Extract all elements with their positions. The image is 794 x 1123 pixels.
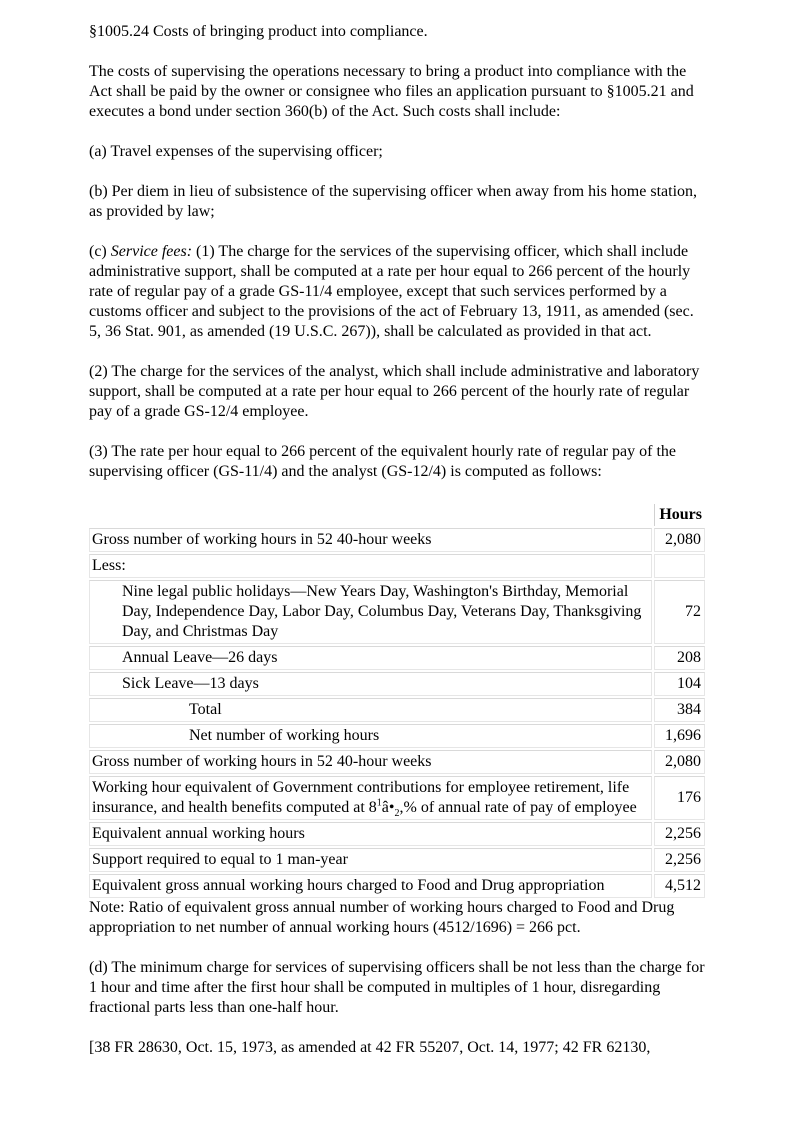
row-value: 1,696 (654, 724, 705, 748)
intro-paragraph: The costs of supervising the operations necessary to bring a product into compliance with the Act shall be paid by the owner or consignee who files an application pursuant to §1005.21 and executes a bond under section 360(b) of the Act. Such costs shall include: (89, 63, 694, 120)
table-row (89, 848, 705, 872)
paragraph-c1-text: (1) The charge for the services of the supervising officer, which shall include administrative support, shall be computed at a rate per hour equal to 266 percent of the hourly rate of regular pay of a grade GS-11/4 employee, except that such services performed by a customs officer and subject to the provisions of the act of February 13, 1911, as amended (sec. 5, 36 Stat. 901, as amended (19 U.S.C. 267)), shall be calculated as provided in that act. (89, 243, 694, 340)
table-row (89, 672, 705, 696)
paragraph-a: (a) Travel expenses of the supervising officer; (89, 143, 383, 160)
hours-column-header: Hours (654, 504, 705, 526)
paragraph-b: (b) Per diem in lieu of subsistence of the supervising officer when away from his home station, as provided by law; (89, 183, 698, 220)
row-value: 2,256 (654, 822, 705, 846)
table-row (89, 822, 705, 846)
table-header-row (89, 504, 705, 526)
row-label: Sick Leave—13 days (89, 672, 652, 696)
row-value-empty (654, 554, 705, 578)
row-label: Less: (89, 554, 652, 578)
row-label-part: ,% of annual rate of pay of employee (399, 799, 637, 816)
row-label: Annual Leave—26 days (89, 646, 652, 670)
row-value: 208 (654, 646, 705, 670)
table-row (89, 724, 705, 748)
row-label: Equivalent annual working hours (89, 822, 652, 846)
table-row (89, 646, 705, 670)
row-label: Support required to equal to 1 man-year (89, 848, 652, 872)
row-value: 176 (654, 776, 705, 820)
service-fees-term: Service fees: (110, 243, 193, 260)
paragraph-c3: (3) The rate per hour equal to 266 percent of the equivalent hourly rate of regular pay of the supervising officer (GS-11/4) and the analyst (GS-12/4) is computed as follows: (89, 443, 677, 480)
row-label-part: Working hour equivalent of Government contributions for employee retirement, life insurance, and health benefits computed at 8 (92, 779, 630, 816)
row-value: 4,512 (654, 874, 705, 898)
garbled-fraction-glyph: â• (381, 799, 395, 816)
ratio-note: Note: Ratio of equivalent gross annual number of working hours charged to Food and Drug appropriation to net number of annual working hours (4512/1696) = 266 pct. (89, 899, 675, 936)
row-label (89, 776, 652, 820)
row-label: Gross number of working hours in 52 40-hour weeks (89, 528, 652, 552)
hours-computation-table (87, 502, 707, 900)
table-row (89, 580, 705, 644)
paragraph-c2: (2) The charge for the services of the analyst, which shall include administrative and laboratory support, shall be computed at a rate per hour equal to 266 percent of the hourly rate of regular pay of a grade GS-12/4 employee. (89, 363, 700, 420)
row-label: Net number of working hours (89, 724, 652, 748)
table-row (89, 750, 705, 774)
table-row (89, 776, 705, 820)
paragraph-c-label: (c) (89, 243, 111, 260)
row-value: 384 (654, 698, 705, 722)
fraction-denominator: 2 (394, 808, 400, 820)
row-value: 2,256 (654, 848, 705, 872)
table-row (89, 528, 705, 552)
fraction-numerator: 1 (376, 797, 382, 809)
row-value: 2,080 (654, 528, 705, 552)
table-row (89, 554, 705, 578)
row-label: Total (89, 698, 652, 722)
table-header-blank (89, 504, 652, 526)
regulation-page (89, 22, 709, 1058)
row-label: Gross number of working hours in 52 40-hour weeks (89, 750, 652, 774)
paragraph-c1 (89, 242, 709, 342)
row-label: Equivalent gross annual working hours charged to Food and Drug appropriation (89, 874, 652, 898)
row-value: 2,080 (654, 750, 705, 774)
row-value: 104 (654, 672, 705, 696)
citation: [38 FR 28630, Oct. 15, 1973, as amended at 42 FR 55207, Oct. 14, 1977; 42 FR 62130, (89, 1039, 651, 1056)
table-row (89, 874, 705, 898)
row-value: 72 (654, 580, 705, 644)
row-label: Nine legal public holidays—New Years Day, Washington's Birthday, Memorial Day, Independence Day, Labor Day, Columbus Day, Veterans Day, Thanksgiving Day, and Christmas Day (89, 580, 652, 644)
table-row (89, 698, 705, 722)
section-heading: §1005.24 Costs of bringing product into compliance. (89, 23, 428, 40)
paragraph-d: (d) The minimum charge for services of supervising officers shall be not less than the charge for 1 hour and time after the first hour shall be computed in multiples of 1 hour, disregarding fractional parts less than one-half hour. (89, 959, 705, 1016)
